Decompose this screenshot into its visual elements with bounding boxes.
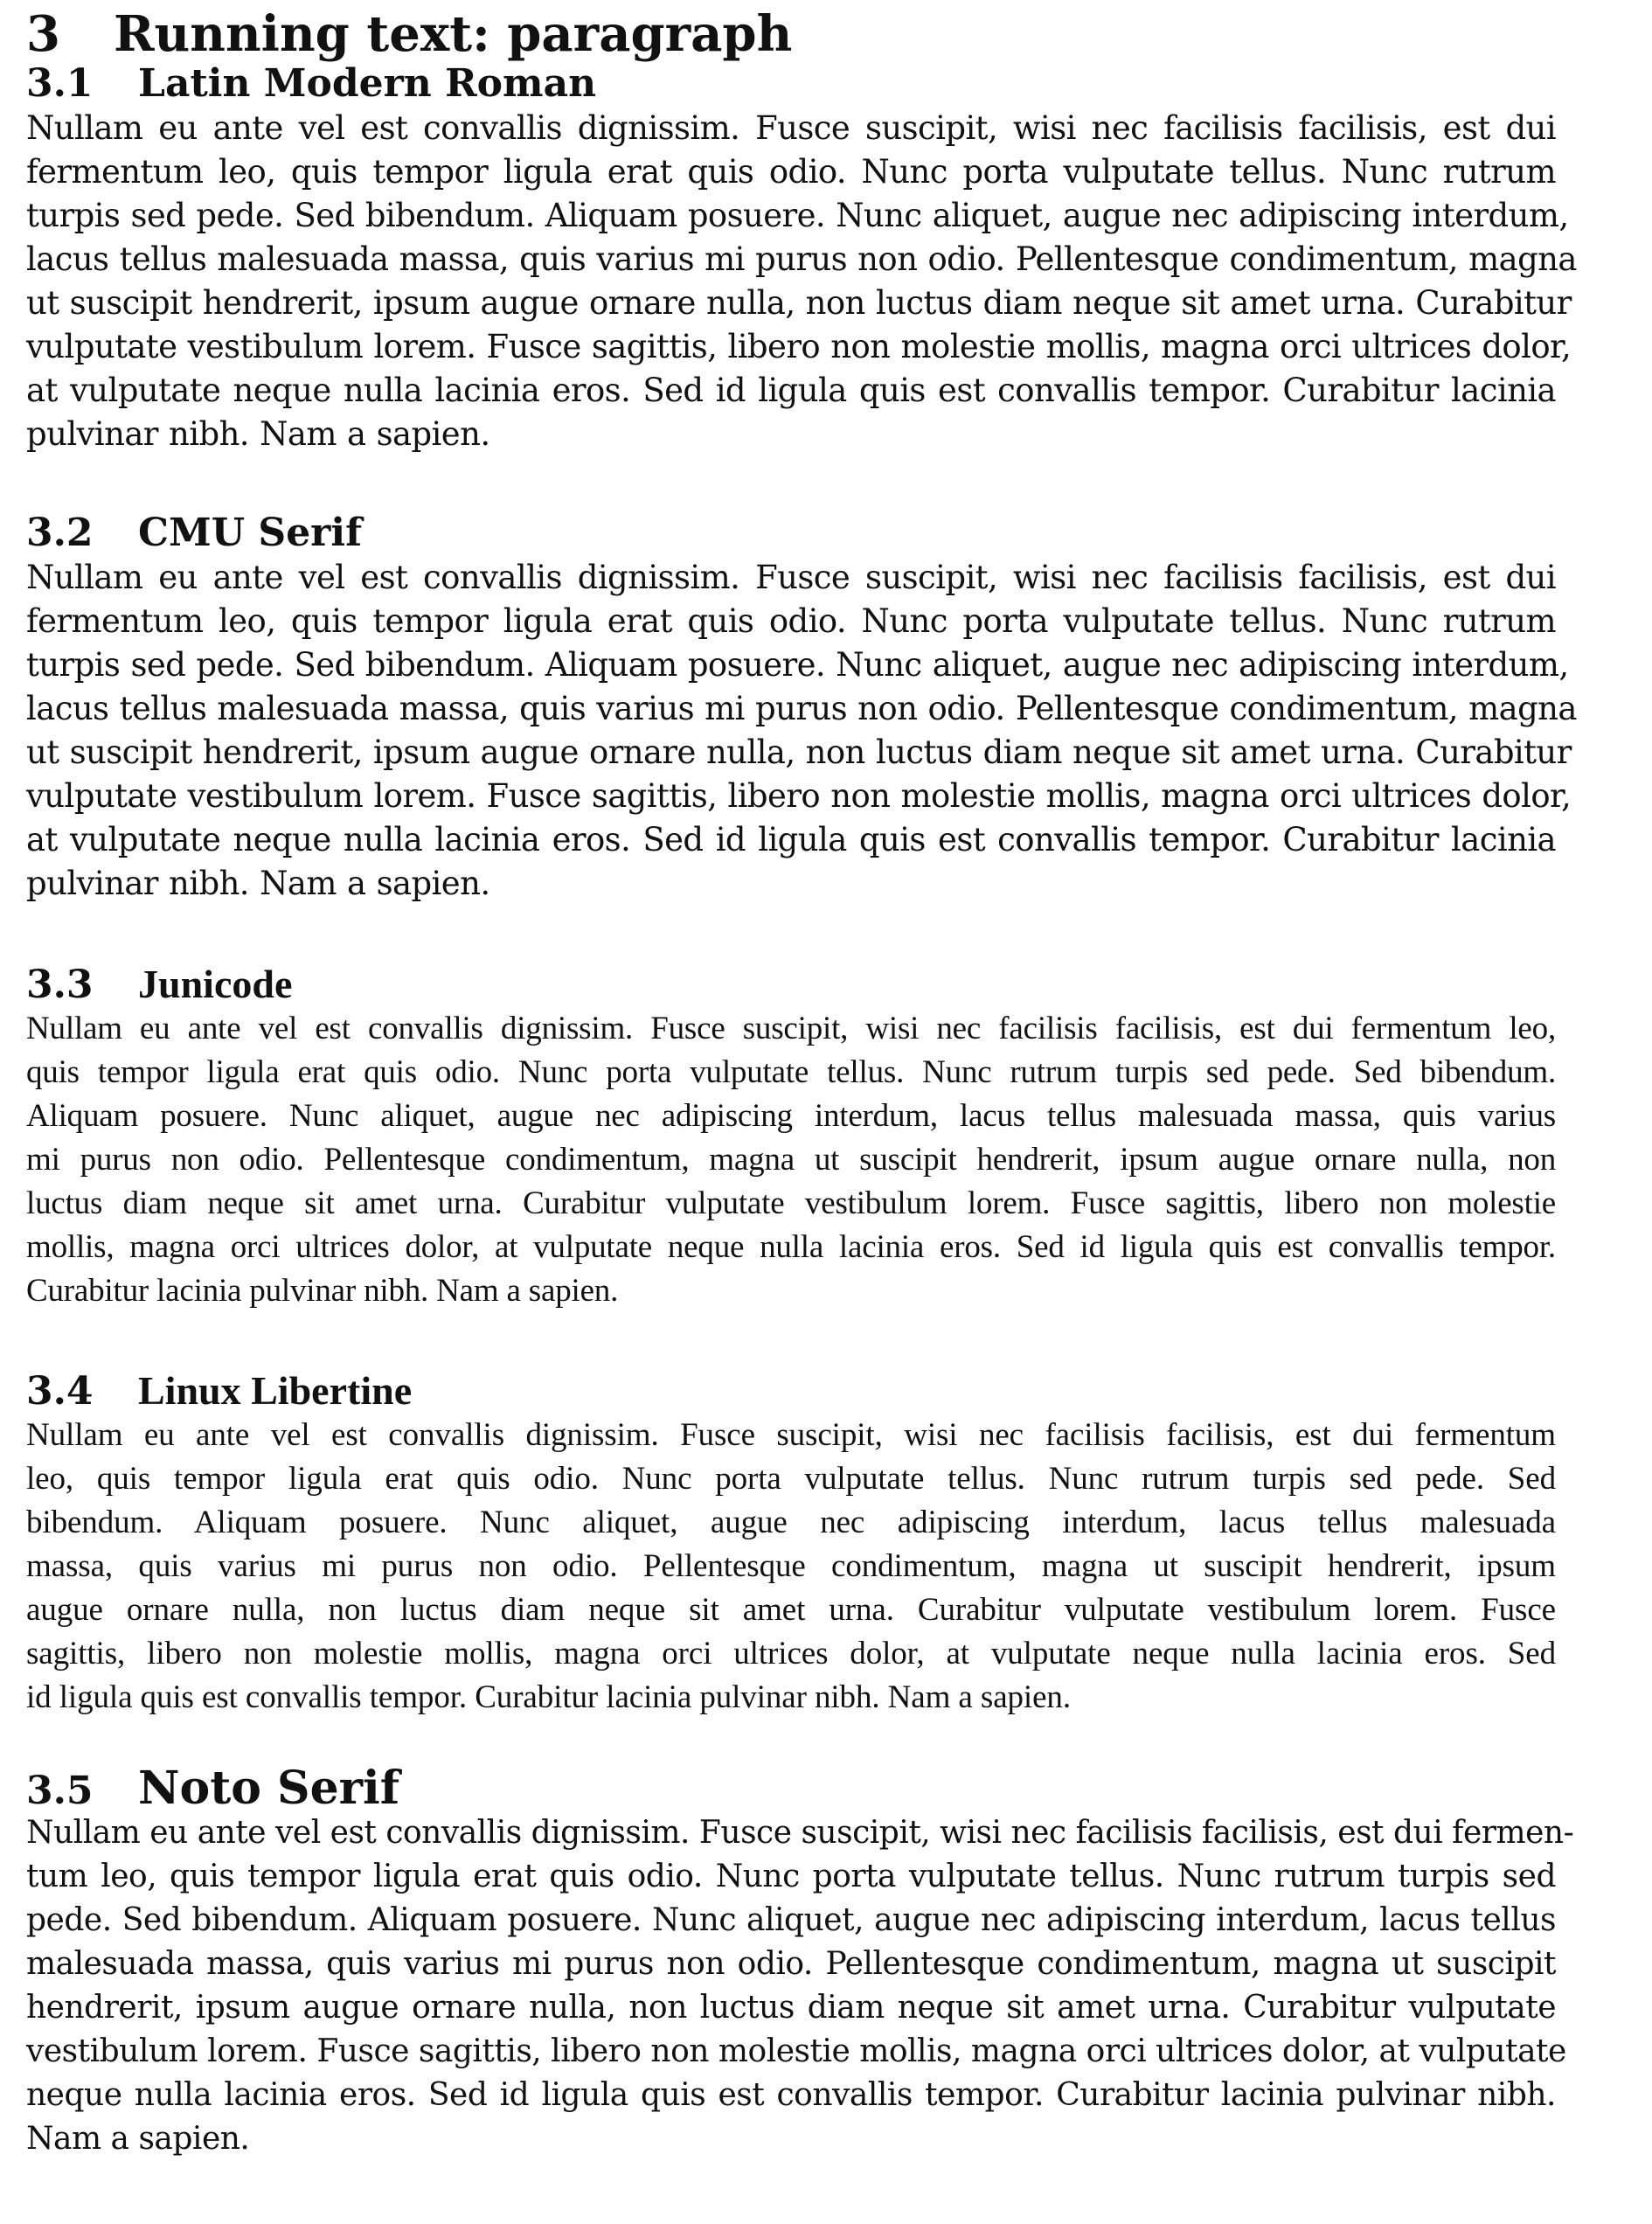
paragraph-line: Nullam eu ante vel est convallis dignissim. Fusce suscipit, wisi nec facilisis facilisis, est dui fermentum	[26, 1417, 1556, 1453]
section-junicode	[26, 962, 1556, 1313]
paragraph-line: leo, quis tempor ligula erat quis odio. Nunc porta vulputate tellus. Nunc rutrum turpis sed pede. Sed	[26, 1461, 1556, 1497]
chapter-title: Running text: paragraph	[114, 5, 793, 63]
section-number: 3.2	[26, 511, 94, 555]
section-linux-libertine	[26, 1368, 1556, 1720]
paragraph-line: Nullam eu ante vel est convallis dignissim. Fusce suscipit, wisi nec facilisis facilisis, est dui	[26, 559, 1556, 596]
section-number: 3.4	[26, 1369, 94, 1414]
paragraph	[26, 1007, 1556, 1313]
paragraph-line: luctus diam neque sit amet urna. Curabitur vulputate vestibulum lorem. Fusce sagittis, libero non molestie	[26, 1185, 1556, 1221]
paragraph-line: pede. Sed bibendum. Aliquam posuere. Nunc aliquet, augue nec adipiscing interdum, lacus tellus	[26, 1902, 1556, 1938]
section-title: Linux Libertine	[138, 1368, 413, 1413]
document-page	[26, 0, 1577, 2157]
section-number: 3.3	[26, 963, 94, 1007]
paragraph-line: pulvinar nibh. Nam a sapien.	[26, 415, 490, 453]
paragraph-line: lacus tellus malesuada massa, quis varius mi purus non odio. Pellentesque condimentum, magna	[26, 690, 1577, 727]
paragraph-line: tum leo, quis tempor ligula erat quis odio. Nunc porta vulputate tellus. Nunc rutrum turpis sed	[26, 1859, 1556, 1894]
section-title: Noto Serif	[138, 1762, 400, 1815]
paragraph-line: at vulputate neque nulla lacinia eros. Sed id ligula quis est convallis tempor. Curabitur lacinia	[26, 372, 1556, 409]
paragraph-line: Nam a sapien.	[26, 2121, 250, 2157]
paragraph-line: fermentum leo, quis tempor ligula erat quis odio. Nunc porta vulputate tellus. Nunc rutrum	[26, 153, 1556, 191]
paragraph-line: Aliquam posuere. Nunc aliquet, augue nec adipiscing interdum, lacus tellus malesuada massa, quis varius	[26, 1098, 1556, 1134]
chapter-number: 3	[26, 5, 60, 63]
paragraph	[26, 107, 1577, 456]
paragraph-line: augue ornare nulla, non luctus diam neque sit amet urna. Curabitur vulputate vestibulum lorem. Fusce	[26, 1592, 1556, 1628]
paragraph-line: Curabitur lacinia pulvinar nibh. Nam a sapien.	[26, 1273, 619, 1309]
section-heading	[26, 1762, 1556, 1815]
paragraph-line: id ligula quis est convallis tempor. Curabitur lacinia pulvinar nibh. Nam a sapien.	[26, 1679, 1071, 1715]
section-heading	[26, 962, 1556, 1007]
section-noto-serif	[26, 1762, 1574, 2161]
paragraph-line: hendrerit, ipsum augue ornare nulla, non luctus diam neque sit amet urna. Curabitur vulputate	[26, 1990, 1556, 2026]
paragraph-line: vulputate vestibulum lorem. Fusce sagittis, libero non molestie mollis, magna orci ultrices dolor,	[26, 328, 1572, 365]
chapter-heading	[26, 0, 1556, 61]
paragraph-line: Nullam eu ante vel est convallis dignissim. Fusce suscipit, wisi nec facilisis facilisis, est dui fermentum leo,	[26, 1011, 1556, 1046]
paragraph-line: turpis sed pede. Sed bibendum. Aliquam posuere. Nunc aliquet, augue nec adipiscing interdum,	[26, 646, 1569, 684]
paragraph-line: pulvinar nibh. Nam a sapien.	[26, 865, 490, 902]
section-latin-modern-roman	[26, 61, 1577, 456]
paragraph-line: massa, quis varius mi purus non odio. Pellentesque condimentum, magna ut suscipit hendrerit, ipsum	[26, 1548, 1556, 1584]
section-cmu-serif	[26, 511, 1577, 906]
paragraph-line: mi purus non odio. Pellentesque condimentum, magna ut suscipit hendrerit, ipsum augue ornare nulla, non	[26, 1142, 1556, 1178]
section-heading	[26, 511, 1556, 556]
section-number: 3.5	[26, 1769, 94, 1813]
paragraph-line: ut suscipit hendrerit, ipsum augue ornare nulla, non luctus diam neque sit amet urna. Curabitur	[26, 733, 1572, 771]
paragraph-line: fermentum leo, quis tempor ligula erat quis odio. Nunc porta vulputate tellus. Nunc rutrum	[26, 602, 1556, 640]
section-heading	[26, 61, 1556, 107]
paragraph	[26, 1811, 1574, 2161]
paragraph	[26, 1414, 1556, 1720]
section-number: 3.1	[26, 61, 94, 106]
paragraph-line: Nullam eu ante vel est convallis dignissim. Fusce suscipit, wisi nec facilisis facilisis, est dui fermen-	[26, 1815, 1574, 1851]
paragraph-line: quis tempor ligula erat quis odio. Nunc porta vulputate tellus. Nunc rutrum turpis sed pede. Sed bibendum.	[26, 1054, 1556, 1090]
paragraph-line: turpis sed pede. Sed bibendum. Aliquam posuere. Nunc aliquet, augue nec adipiscing interdum,	[26, 197, 1569, 234]
section-title: Latin Modern Roman	[138, 61, 597, 106]
paragraph	[26, 556, 1577, 906]
paragraph-line: mollis, magna orci ultrices dolor, at vulputate neque nulla lacinia eros. Sed id ligula quis est convallis tempor.	[26, 1229, 1556, 1265]
paragraph-line: lacus tellus malesuada massa, quis varius mi purus non odio. Pellentesque condimentum, magna	[26, 240, 1577, 278]
paragraph-line: Nullam eu ante vel est convallis dignissim. Fusce suscipit, wisi nec facilisis facilisis, est dui	[26, 109, 1556, 147]
section-heading	[26, 1368, 1556, 1414]
section-title: Junicode	[138, 962, 293, 1006]
paragraph-line: malesuada massa, quis varius mi purus non odio. Pellentesque condimentum, magna ut suscipit	[26, 1946, 1556, 1982]
paragraph-line: neque nulla lacinia eros. Sed id ligula quis est convallis tempor. Curabitur lacinia pulvinar nibh.	[26, 2077, 1556, 2113]
paragraph-line: ut suscipit hendrerit, ipsum augue ornare nulla, non luctus diam neque sit amet urna. Curabitur	[26, 284, 1572, 322]
paragraph-line: sagittis, libero non molestie mollis, magna orci ultrices dolor, at vulputate neque nulla lacinia eros. Sed	[26, 1636, 1556, 1671]
paragraph-line: bibendum. Aliquam posuere. Nunc aliquet, augue nec adipiscing interdum, lacus tellus malesuada	[26, 1505, 1556, 1540]
paragraph-line: at vulputate neque nulla lacinia eros. Sed id ligula quis est convallis tempor. Curabitur lacinia	[26, 821, 1556, 858]
section-title: CMU Serif	[138, 511, 363, 555]
paragraph-line: vestibulum lorem. Fusce sagittis, libero non molestie mollis, magna orci ultrices dolor, at vulputate	[26, 2033, 1566, 2069]
paragraph-line: vulputate vestibulum lorem. Fusce sagittis, libero non molestie mollis, magna orci ultrices dolor,	[26, 777, 1572, 815]
